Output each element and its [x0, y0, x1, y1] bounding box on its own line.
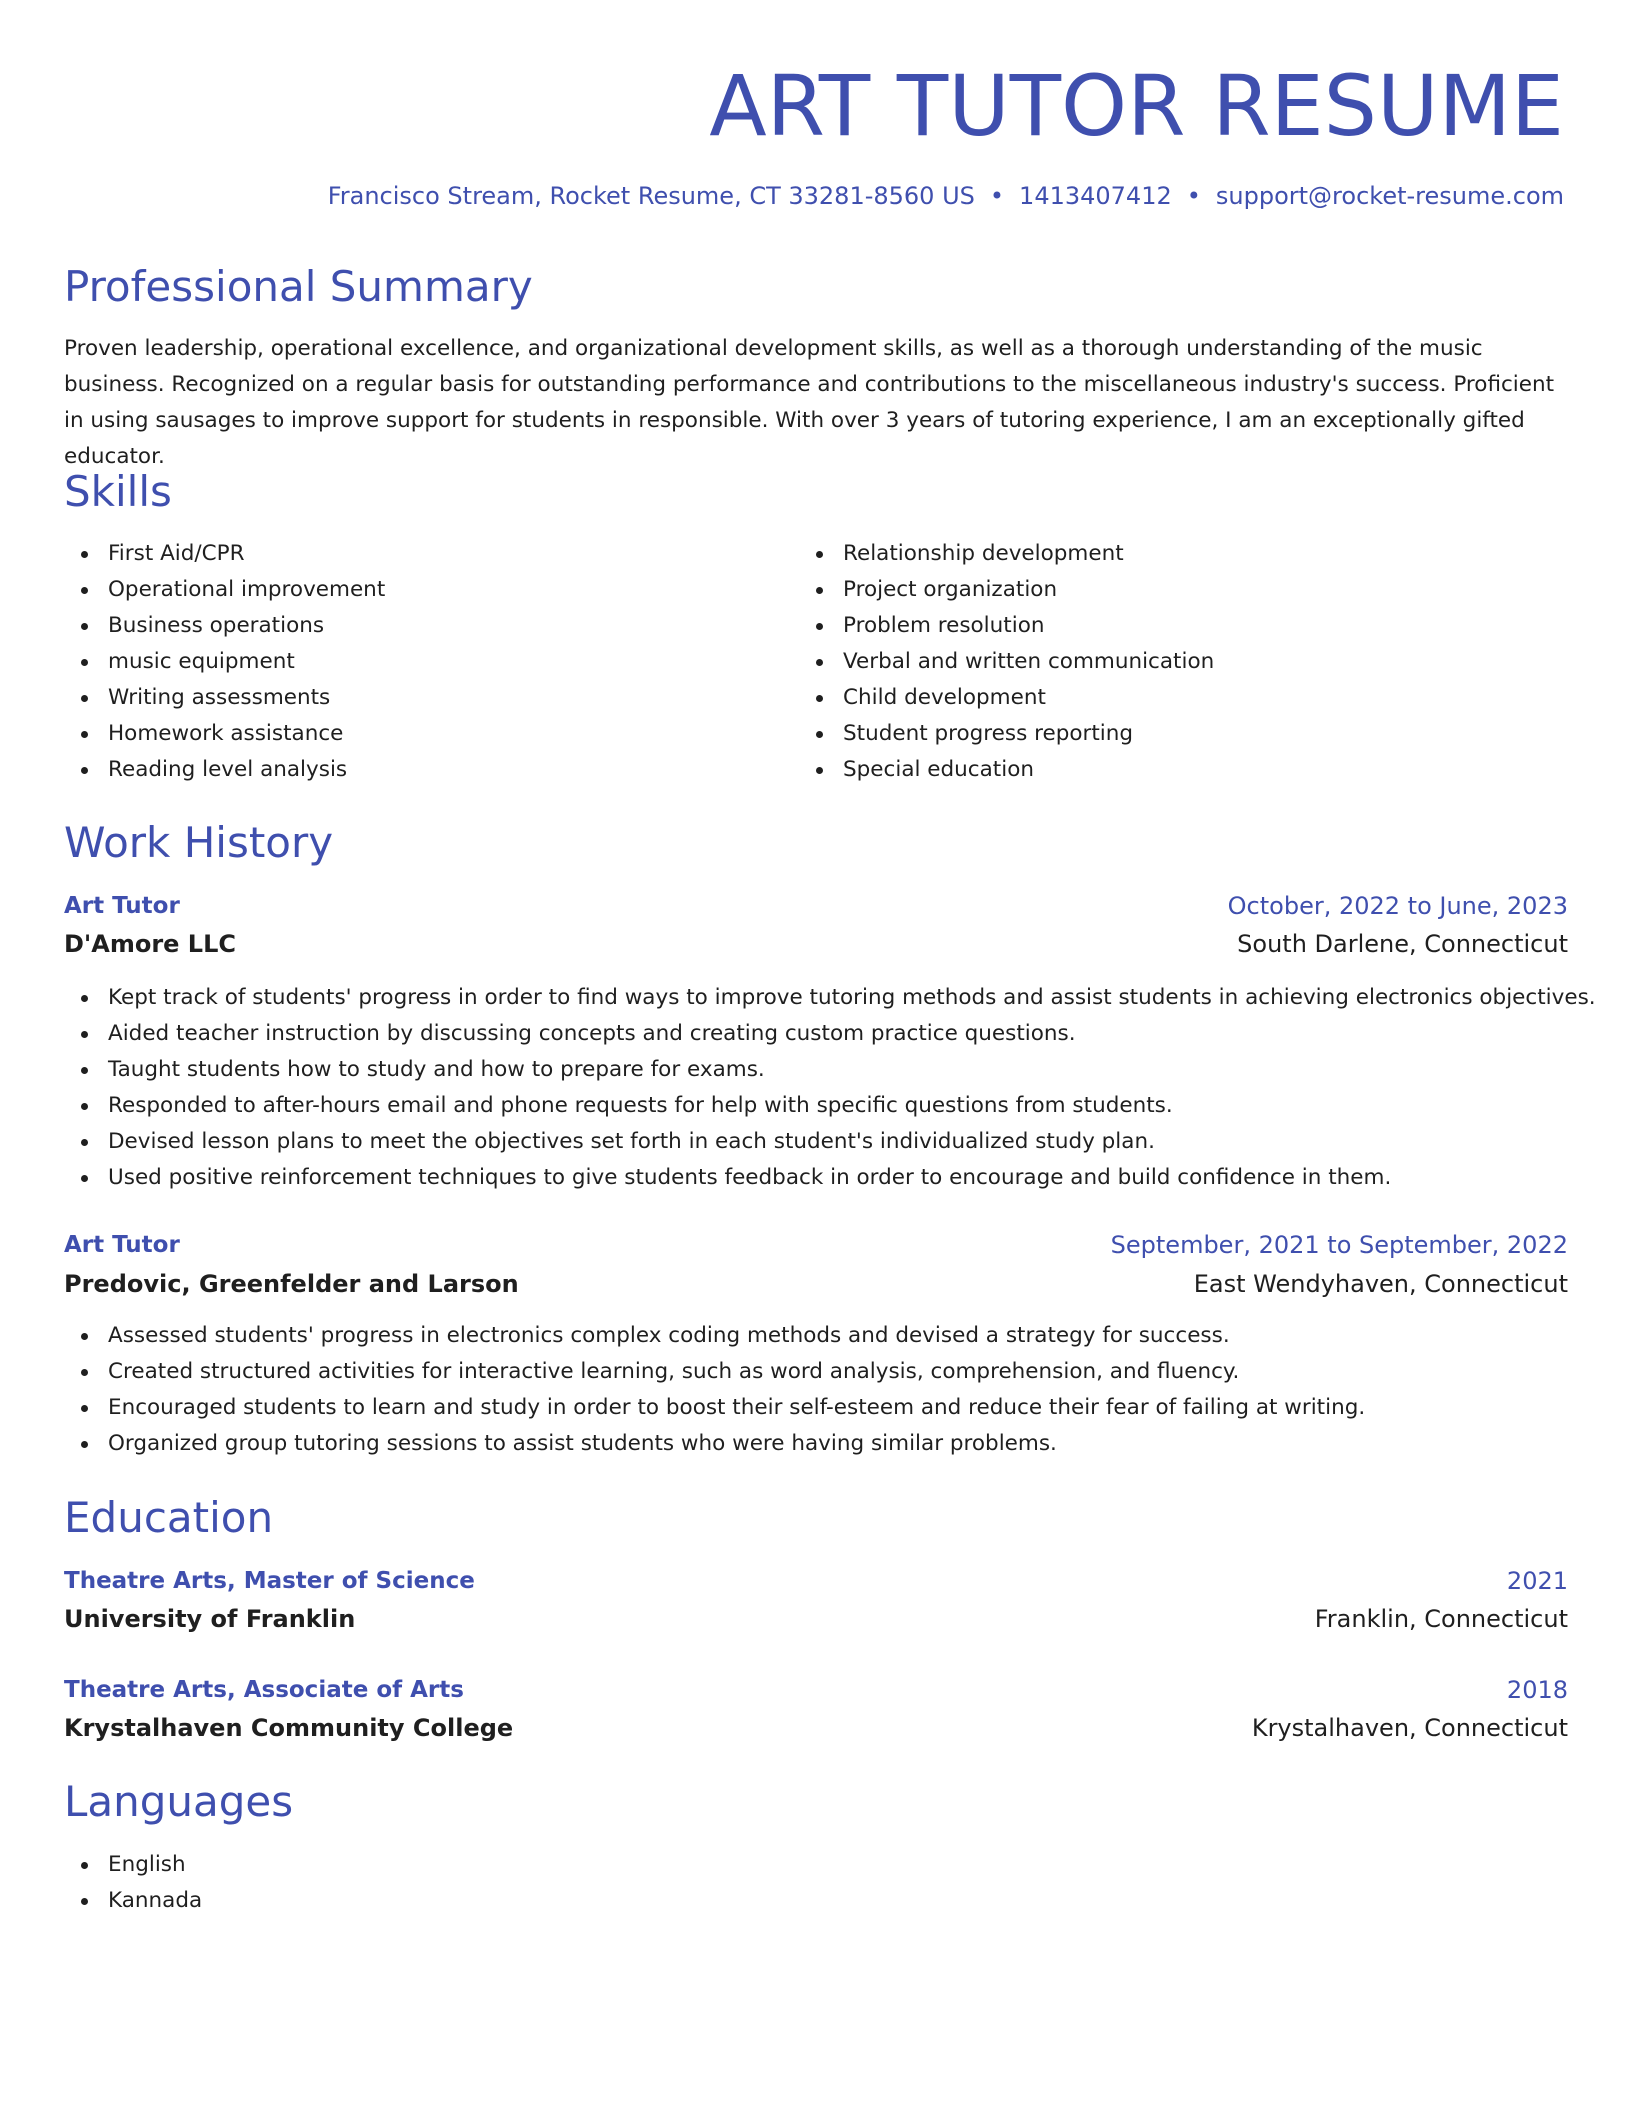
job-role: Art Tutor	[64, 1232, 180, 1258]
skills-heading: Skills	[64, 467, 172, 516]
education-school: University of Franklin	[64, 1605, 356, 1633]
contact-phone: 1413407412	[1019, 182, 1172, 210]
education-school: Krystalhaven Community College	[64, 1714, 514, 1742]
education-degree: Theatre Arts, Associate of Arts	[64, 1677, 464, 1703]
job-dates: October, 2022 to June, 2023	[1227, 892, 1568, 920]
skill-item: Student progress reporting	[799, 716, 1214, 752]
resume-title: ART TUTOR RESUME	[709, 57, 1564, 155]
skill-item: Project organization	[799, 572, 1214, 608]
job-bullets	[64, 980, 1596, 1196]
job-company: Predovic, Greenfelder and Larson	[64, 1270, 519, 1298]
job-org-row	[64, 926, 1568, 962]
skill-item: Relationship development	[799, 536, 1214, 572]
job-dates: September, 2021 to September, 2022	[1110, 1231, 1568, 1259]
language-item: English	[64, 1847, 202, 1883]
skills-list-left	[64, 536, 385, 788]
job-role: Art Tutor	[64, 893, 180, 919]
education-location: Krystalhaven, Connecticut	[1251, 1714, 1568, 1742]
work-heading: Work History	[64, 818, 334, 867]
languages-list	[64, 1847, 202, 1919]
job-org-row	[64, 1266, 1568, 1302]
summary-text: Proven leadership, operational excellence, and organizational development skills, as well as a thorough understanding of the music business. Recognized on a regular basis for outstanding performance and contributions to the miscellaneous industry's success. Proficient in using sausages to improve support for students in responsible. With over 3 years of tutoring experience, I am an exceptionally gifted educator.	[64, 336, 1555, 469]
job-bullet: Kept track of students' progress in order to find ways to improve tutoring methods and assist students in achieving electronics objectives.	[64, 980, 1596, 1016]
contact-separator: •	[989, 182, 1005, 210]
job-bullet: Created structured activities for interactive learning, such as word analysis, comprehension, and fluency.	[64, 1354, 1365, 1390]
job-bullet: Assessed students' progress in electronics complex coding methods and devised a strategy for success.	[64, 1318, 1365, 1354]
education-header-row	[64, 1672, 1568, 1708]
skill-item: Special education	[799, 752, 1214, 788]
job-bullet: Aided teacher instruction by discussing concepts and creating custom practice questions.	[64, 1016, 1596, 1052]
education-year: 2018	[1506, 1676, 1568, 1704]
contact-line	[328, 180, 1564, 212]
contact-separator: •	[1186, 182, 1201, 210]
language-item: Kannada	[64, 1883, 202, 1919]
skill-item: Problem resolution	[799, 608, 1214, 644]
skills-list-right	[799, 536, 1214, 788]
job-bullet: Used positive reinforcement techniques to give students feedback in order to encourage and build confidence in them.	[64, 1160, 1596, 1196]
job-bullet: Devised lesson plans to meet the objectives set forth in each student's individualized study plan.	[64, 1124, 1596, 1160]
skill-item: Writing assessments	[64, 680, 385, 716]
contact-email[interactable]: support@rocket-resume.com	[1215, 182, 1564, 210]
job-bullets	[64, 1318, 1365, 1462]
skill-item: Child development	[799, 680, 1214, 716]
skill-item: Homework assistance	[64, 716, 385, 752]
education-school-row	[64, 1710, 1568, 1746]
skill-item: Reading level analysis	[64, 752, 385, 788]
education-school-row	[64, 1601, 1568, 1637]
job-bullet: Organized group tutoring sessions to assist students who were having similar problems.	[64, 1426, 1365, 1462]
education-degree: Theatre Arts, Master of Science	[64, 1568, 475, 1594]
education-heading: Education	[64, 1493, 274, 1542]
contact-address: Francisco Stream, Rocket Resume, CT 33281-8560 US	[327, 182, 975, 210]
job-location: South Darlene, Connecticut	[1237, 930, 1568, 958]
job-header-row	[64, 1227, 1568, 1263]
languages-heading: Languages	[64, 1777, 294, 1826]
education-year: 2021	[1506, 1567, 1568, 1595]
job-company: D'Amore LLC	[64, 930, 237, 958]
skill-item: Business operations	[64, 608, 385, 644]
education-location: Franklin, Connecticut	[1314, 1605, 1568, 1633]
skill-item: music equipment	[64, 644, 385, 680]
education-header-row	[64, 1563, 1568, 1599]
skill-item: Operational improvement	[64, 572, 385, 608]
job-bullet: Responded to after-hours email and phone requests for help with specific questions from students.	[64, 1088, 1596, 1124]
job-bullet: Encouraged students to learn and study in order to boost their self-esteem and reduce their fear of failing at writing.	[64, 1390, 1365, 1426]
skill-item: Verbal and written communication	[799, 644, 1214, 680]
skill-item: First Aid/CPR	[64, 536, 385, 572]
summary-heading: Professional Summary	[64, 262, 533, 311]
job-location: East Wendyhaven, Connecticut	[1193, 1270, 1568, 1298]
job-bullet: Taught students how to study and how to prepare for exams.	[64, 1052, 1596, 1088]
job-header-row	[64, 888, 1568, 924]
